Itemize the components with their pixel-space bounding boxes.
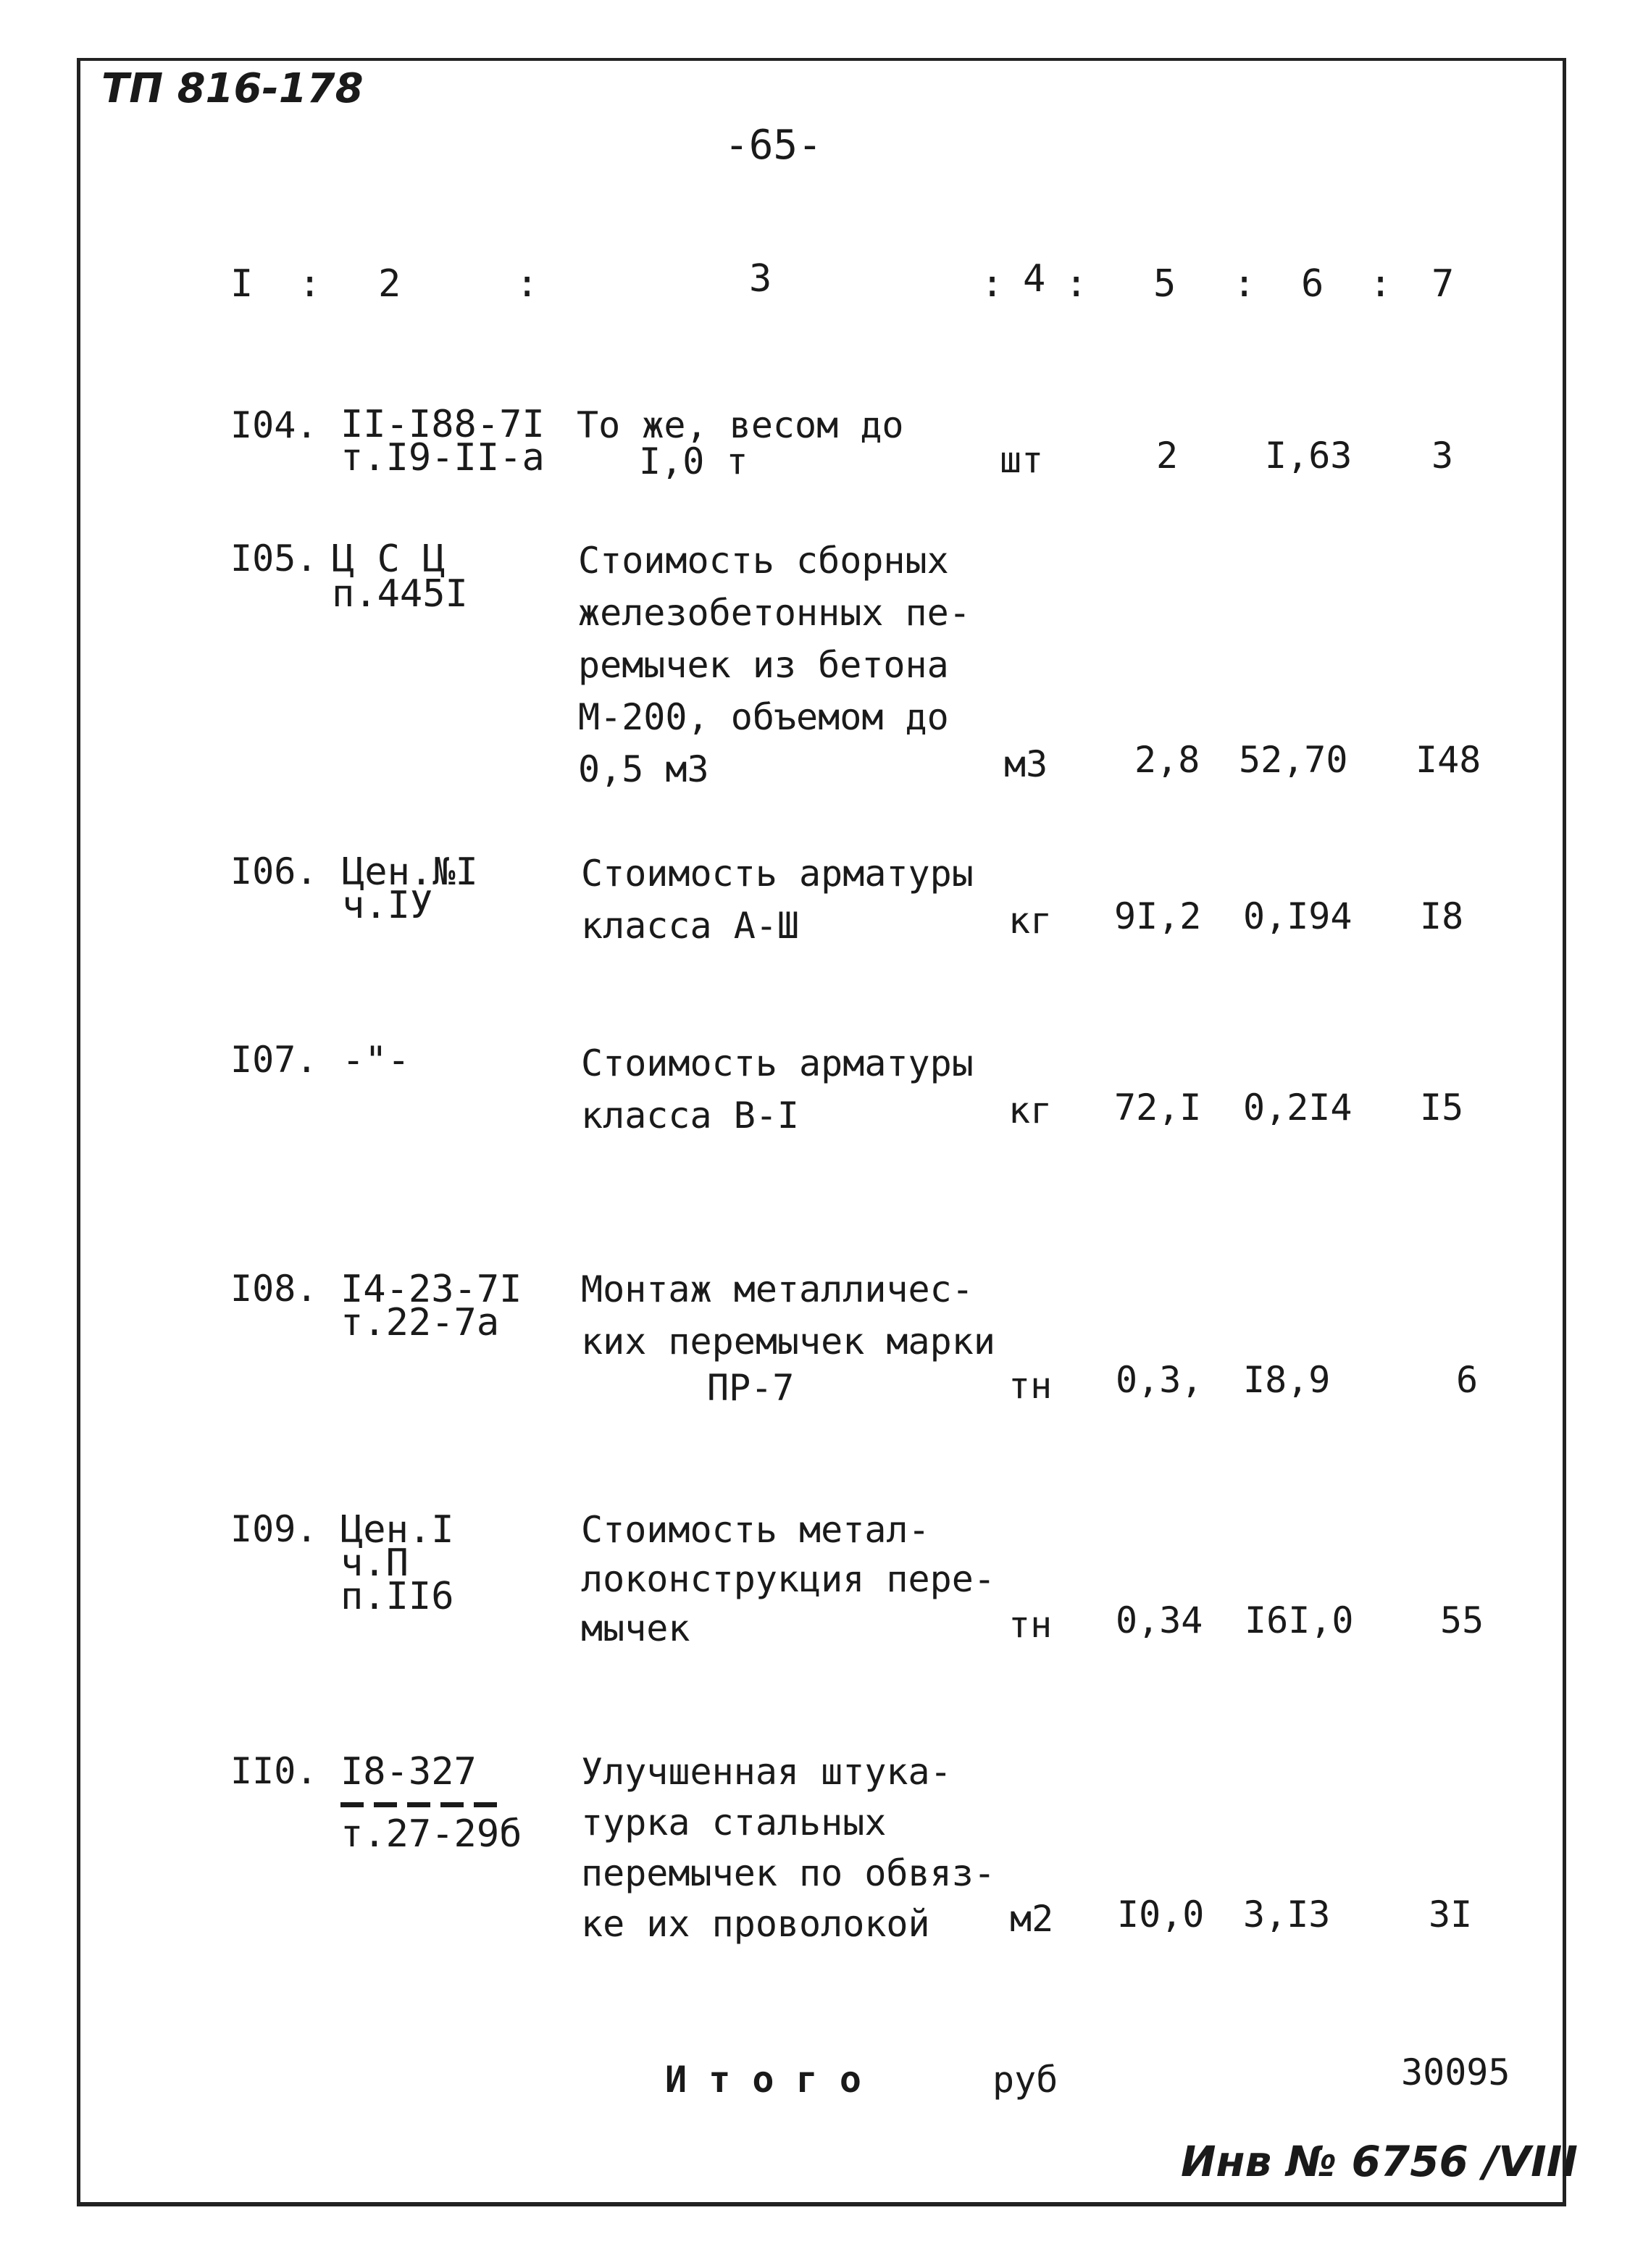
row-code-line: т.I9-II-а [340, 436, 545, 480]
row-code-line: п.445I [332, 572, 468, 616]
header-sep-2: : [516, 262, 539, 306]
row-quantity: 2,8 [1134, 739, 1200, 781]
row-number: I07. [230, 1039, 318, 1081]
row-code-line: II-I88-7I [340, 403, 545, 446]
header-col-1: I [230, 262, 254, 306]
summary-unit: руб [992, 2059, 1058, 2101]
row-price: I6I,0 [1245, 1599, 1354, 1641]
row-description-line: ремычек из бетона [578, 644, 949, 686]
row-number: I05. [230, 537, 318, 579]
row-unit: шт [1000, 439, 1044, 481]
header-col-4: 4 [1023, 257, 1046, 301]
row-quantity: 9I,2 [1114, 895, 1202, 937]
row-description-line: Улучшенная штука- [581, 1751, 952, 1793]
row-description-line: Стоимость сборных [578, 540, 949, 582]
row-total: 3I [1429, 1894, 1473, 1936]
row-quantity: 72,I [1114, 1087, 1202, 1129]
row-description-line: железобетонных пе- [578, 592, 971, 634]
summary-label: И т о г о [665, 2059, 861, 2101]
row-description-line: Стоимость арматуры [581, 853, 974, 895]
header-sep-3: : [981, 262, 1004, 306]
row-description-line: турка стальных [581, 1802, 887, 1844]
row-description-line: ПР-7 [707, 1367, 795, 1409]
row-unit: кг [1008, 1089, 1053, 1131]
row-description-line: Монтаж металличес- [581, 1268, 974, 1310]
row-price: I,63 [1265, 435, 1353, 477]
row-code-line: I4-23-7I [340, 1268, 522, 1311]
row-unit: тн [1008, 1604, 1053, 1646]
row-quantity: 2 [1156, 435, 1179, 477]
row-code-line: -"- [342, 1039, 410, 1082]
row-code-line: т.27-29б [340, 1812, 522, 1856]
row-description-line: I,0 т [639, 440, 748, 482]
header-col-3: 3 [749, 257, 772, 301]
row-description-line: локонструкция пере- [581, 1558, 995, 1600]
header-sep-1: : [298, 262, 322, 306]
row-unit: м2 [1010, 1898, 1054, 1940]
row-number: I04. [230, 404, 318, 446]
header-sep-4: : [1065, 262, 1088, 306]
row-price: 52,70 [1239, 739, 1348, 781]
row-code-line: п.II6 [340, 1575, 454, 1618]
row-description-line: Стоимость метал- [581, 1509, 930, 1551]
row-code-line: Ц С Ц [332, 537, 446, 581]
row-description-line: ких перемычек марки [581, 1321, 995, 1363]
row-total: I8 [1420, 895, 1464, 937]
row-description-line: ке их проволокой [581, 1903, 930, 1945]
header-col-5: 5 [1153, 262, 1176, 306]
row-description-line: класса В-I [581, 1095, 800, 1137]
row-quantity: 0,3, [1116, 1359, 1203, 1401]
row-total: 3 [1431, 435, 1454, 477]
row-number: I06. [230, 850, 318, 892]
row-code-line: ч.IУ [342, 884, 433, 927]
row-code-line: Цен.I [340, 1508, 454, 1552]
inventory-number: Инв № 6756 /VIII [1181, 2137, 1578, 2186]
summary-total: 30095 [1401, 2051, 1510, 2093]
row-total: 55 [1440, 1599, 1484, 1641]
row-number: II0. [230, 1750, 318, 1792]
header-col-6: 6 [1301, 262, 1324, 306]
row-code-line: ч.П [340, 1541, 409, 1585]
row-description-line: Стоимость арматуры [581, 1042, 974, 1084]
header-sep-6: : [1369, 262, 1392, 306]
row-total: I5 [1420, 1087, 1464, 1129]
header-col-2: 2 [378, 262, 401, 306]
row-description-line: 0,5 м3 [578, 748, 709, 790]
row-unit: кг [1008, 900, 1053, 942]
row-price: 3,I3 [1243, 1894, 1331, 1936]
document-code: ТП 816-178 [101, 65, 364, 112]
row-total: I48 [1416, 739, 1481, 781]
row-quantity: 0,34 [1116, 1599, 1203, 1641]
row-unit: м3 [1004, 743, 1048, 785]
row-number: I09. [230, 1508, 318, 1550]
row-price: 0,2I4 [1243, 1087, 1353, 1129]
row-description-line: М-200, объемом до [578, 696, 949, 738]
header-col-7: 7 [1431, 262, 1455, 306]
row-price: 0,I94 [1243, 895, 1353, 937]
row-unit: тн [1008, 1365, 1053, 1407]
row-code-line: I8-327 [340, 1750, 477, 1794]
row-price: I8,9 [1243, 1359, 1331, 1401]
row-description-line: класса А-Ш [581, 905, 800, 947]
row-code-line: Цен.№I [342, 850, 478, 894]
row-description-line: мычек [581, 1607, 690, 1649]
row-total: 6 [1456, 1359, 1479, 1401]
header-sep-5: : [1233, 262, 1256, 306]
row-quantity: I0,0 [1117, 1894, 1205, 1936]
row-number: I08. [230, 1268, 318, 1310]
row-description-line: перемычек по обвяз- [581, 1852, 995, 1894]
row-code-line: т.22-7а [340, 1301, 500, 1344]
page-number: -65- [724, 122, 822, 169]
row-description-line: То же, весом до [577, 404, 904, 446]
